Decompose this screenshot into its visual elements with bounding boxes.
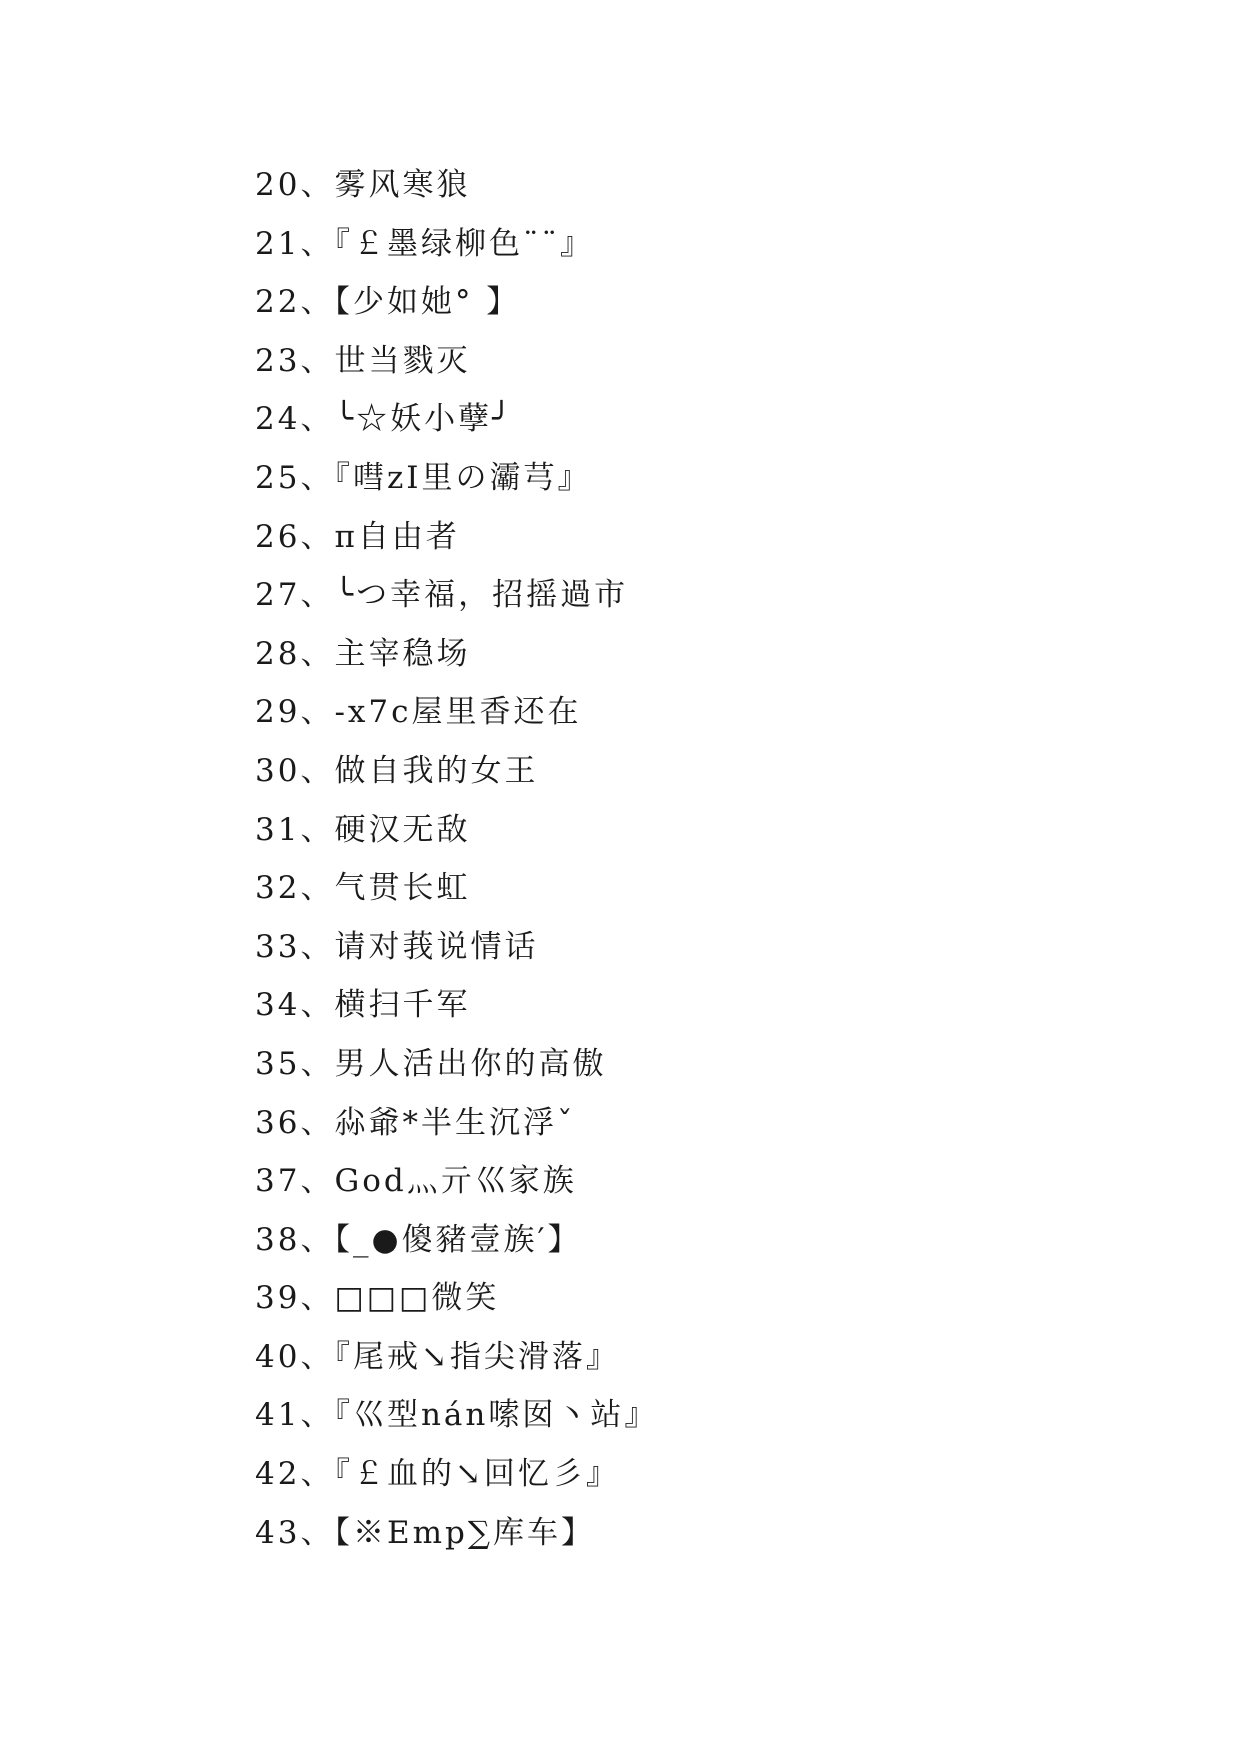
list-item: 28、主宰稳场 [255,635,471,672]
list-item: 23、世当戮灭 [255,342,471,379]
list-item: 41、『巛型nán嗦囡丶站』 [255,1397,659,1434]
list-item: 40、『尾戒↘指尖滑落』 [255,1338,620,1375]
list-item: 21、『￡墨绿柳色¨¨』 [255,225,594,262]
list-item: 36、尛爺*半生沉浮ˇ [255,1104,576,1141]
name-list [255,156,658,1562]
list-item: 25、『嘒zI里の灞芎』 [255,459,592,496]
list-item: 37、God灬亓巛家族 [255,1163,577,1200]
list-item: 26、π自由者 [255,518,460,555]
list-item: 33、请对莪说情话 [255,928,539,965]
list-item: 30、做自我的女王 [255,752,539,789]
list-item: 32、气贯长虹 [255,870,471,907]
list-item: 43、【※Emp∑库车】 [255,1514,595,1551]
list-item: 31、硬汉无敌 [255,811,471,848]
list-item: 35、男人活出你的高傲 [255,1045,607,1082]
list-item: 27、╰つ幸福，招摇過市 [255,577,629,614]
list-item: 22、【少如她° 】 [255,284,521,321]
list-item: 34、横扫千军 [255,987,471,1024]
list-item: 38、【_●傻豬壹族′】 [255,1221,582,1258]
list-item: 24、╰☆妖小孽╯ [255,401,514,438]
list-item: 20、雾风寒狼 [255,167,471,203]
list-item: 29、-x7c屋里香还在 [255,694,582,731]
list-item: 42、『￡血的↘回忆彡』 [255,1456,620,1493]
list-item: 39、□□□微笑 [255,1280,500,1317]
